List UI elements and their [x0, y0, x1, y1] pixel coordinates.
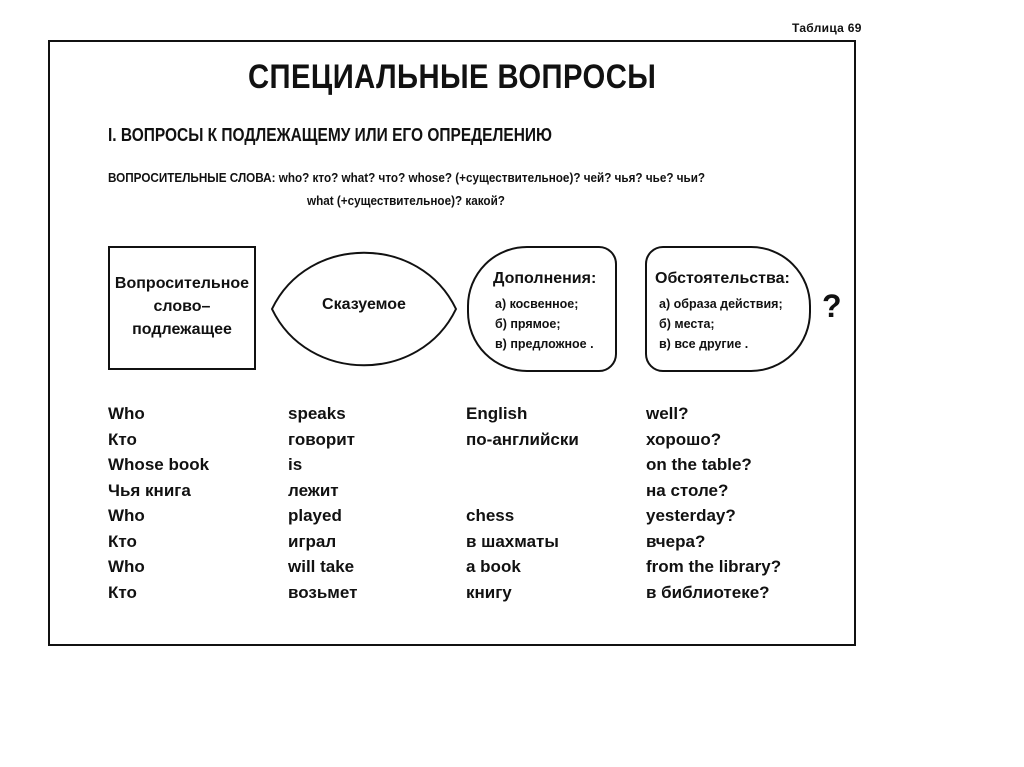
- example-predicate: speaks: [288, 404, 346, 423]
- example-object: a book: [466, 557, 521, 576]
- subject-box-line: слово–: [153, 298, 211, 315]
- adverbials-heading: Обстоятельства:: [655, 270, 790, 287]
- subject-box-line: Вопросительное: [114, 275, 250, 292]
- question-words-line-1: ВОПРОСИТЕЛЬНЫЕ СЛОВА: who? кто? what? что? whose? (+существительное)? чей? чья? чье? чьи?: [108, 170, 706, 185]
- example-predicate: is: [288, 455, 303, 474]
- objects-item: б) прямое;: [495, 317, 561, 331]
- subject-box-line: подлежащее: [132, 321, 232, 338]
- example-adverbial: в библиотеке?: [646, 582, 770, 602]
- page-title: СПЕЦИАЛЬНЫЕ ВОПРОСЫ: [248, 58, 657, 96]
- example-adverbial: well?: [646, 404, 689, 423]
- example-predicate: играл: [288, 531, 337, 551]
- adverbials-item: б) места;: [659, 317, 715, 331]
- example-predicate: will take: [288, 557, 355, 576]
- adverbials-item: а) образа действия;: [659, 297, 783, 311]
- objects-item: в) предложное .: [495, 337, 594, 351]
- example-subject: Кто: [108, 531, 137, 551]
- example-object: по-английски: [466, 429, 579, 449]
- example-subject: Who: [108, 404, 145, 423]
- table-number: Таблица 69: [792, 21, 862, 35]
- example-predicate: played: [288, 506, 342, 525]
- example-adverbial: вчера?: [646, 531, 706, 551]
- question-words-line-2: what (+существительное)? какой?: [307, 193, 505, 208]
- question-mark: ?: [822, 288, 842, 324]
- example-object: English: [466, 404, 528, 423]
- example-subject: Кто: [108, 582, 137, 602]
- example-object: в шахматы: [466, 531, 559, 551]
- predicate-label: Сказуемое: [322, 296, 406, 313]
- example-adverbial: from the library?: [646, 557, 782, 576]
- example-predicate: возьмет: [288, 582, 358, 602]
- subject-box: [108, 246, 256, 370]
- example-adverbial: хорошо?: [646, 429, 722, 449]
- example-subject: Who: [108, 557, 145, 576]
- example-adverbial: на столе?: [646, 480, 729, 500]
- example-subject: Кто: [108, 429, 137, 449]
- example-subject: Чья книга: [108, 480, 191, 500]
- section-subtitle: I. ВОПРОСЫ К ПОДЛЕЖАЩЕМУ ИЛИ ЕГО ОПРЕДЕЛЕНИЮ: [108, 125, 552, 145]
- objects-heading: Дополнения:: [493, 270, 597, 287]
- example-object: книгу: [466, 582, 512, 602]
- objects-item: а) косвенное;: [495, 297, 579, 311]
- example-adverbial: yesterday?: [646, 506, 736, 525]
- adverbials-item: в) все другие .: [659, 337, 749, 351]
- example-subject: Whose book: [108, 455, 210, 474]
- example-object: chess: [466, 506, 515, 525]
- example-adverbial: on the table?: [646, 455, 752, 474]
- example-predicate: лежит: [288, 480, 339, 500]
- adverbials-shape: [645, 246, 811, 372]
- objects-shape: [467, 246, 617, 372]
- example-subject: Who: [108, 506, 145, 525]
- example-predicate: говорит: [288, 429, 356, 449]
